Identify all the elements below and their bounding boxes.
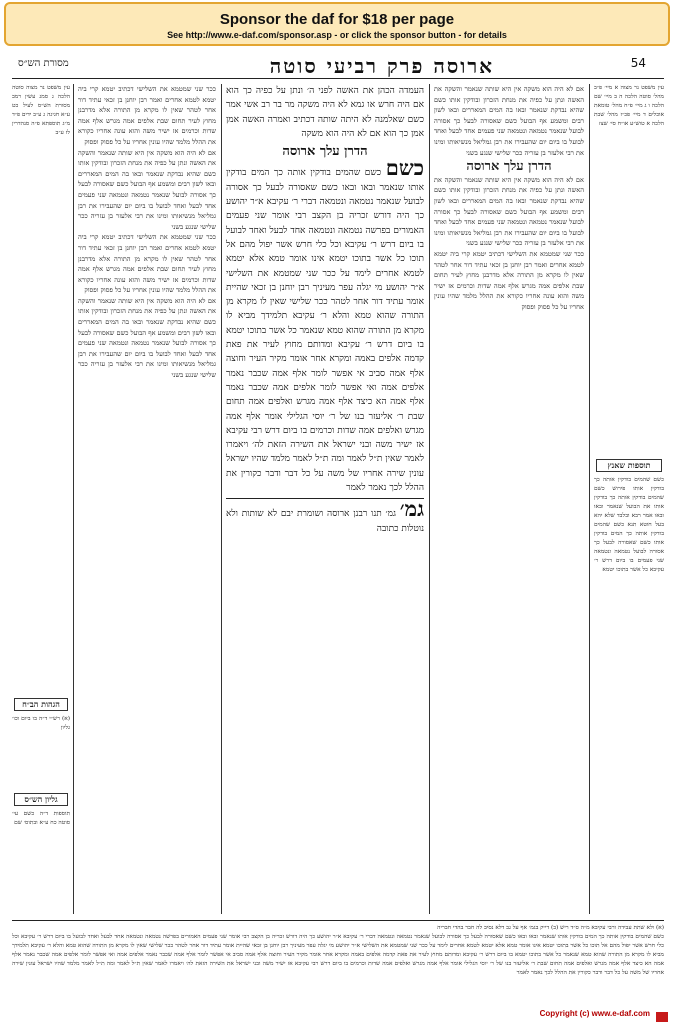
column-divider: [221, 84, 222, 914]
commentary-right-heading: הדרן עלך ארוסה: [466, 159, 552, 175]
gilyon-text: תוספות ד״ה כשם עי׳ סוטה כח ע״א ובתוס׳ שם: [12, 811, 70, 826]
gilyon-heading: גליון הש״ס: [14, 793, 68, 806]
masoret-label: מסורת הש״ס: [18, 58, 69, 69]
gemara-marker: גמ׳: [399, 496, 424, 522]
main-opening-word: כשם: [385, 155, 424, 181]
sponsor-banner[interactable]: [4, 2, 670, 46]
commentary-left-continued-2: ככר שני שמטמא את השלישי דכתיב יטמא קרי ביה יטמא לטמא אחרים ואמר רבן יוחנן בן זכאי עתיד דור אחר לטהר שאין לו מקרא מן התורה אלא מדרבנן מחוץ לעיר תחום שבת אלפים אמה מגרש אלף אמה שדות וכרמים אז ישיר משה והוא עונה אחריו כקורא את ההלל מלמד שהיו עונין אחריו על כל פסוק ופסוק: [78, 233, 216, 295]
footnote-rule: [12, 920, 664, 921]
commentary-left-continued-3: אם לא היה הוא משקה אין היא שותה שנאמר והשקה את האשה ונתן על כפיה את מנחת הזכרון ובודקין אותו כשם שהיא נבדקת שנאמר ובאו בה המים המאררים ובאו לשון רבים ומשמע אף הבועל כשם שאסורה לבעל כך אסורה לבועל שנאמר נטמאה ונטמאה שני פעמים אחד לבעל ואחד לבועל בו ביום יום שהעבירו את רבן גמליאל מנשיאותו ומינו את רבי אלעזר בן עזריה ככר שלישי שנגע בשני: [78, 296, 216, 380]
tosafot-text: כשם שהמים בודקין אותה כך בודקין אותו פירוש כשם שהמים בודקין אותה כך בודקין אותו את הבועל שנאמר ובאו ובאו אמר רבא ובלבד שלא יהא בעל חוטא תנא כשם שהמים בודקין אותה כך המים בודקין אותו כשם שאסורה לבעל כך אסורה לבועל נטמאה ונטמאה שני פעמים בו ביום דרש ר׳ עקיבא כל אשר בתוכו יטמא: [594, 477, 664, 573]
footnotes: [12, 924, 664, 1004]
commentary-left-continued: אם לא היה הוא משקה אין היא שותה שנאמר והשקה את האשה ונתן על כפיה את מנחת הזכרון ובודקין אותו כשם שהיא נבדקת שנאמר ובאו בה המים המאררים ובאו לשון רבים ומשמע אף הבועל כשם שאסורה לבעל כך אסורה לבועל שנאמר נטמאה ונטמאה שני פעמים אחד לבעל ואחד לבועל בו ביום יום שהעבירו את רבן גמליאל מנשיאותו ומינו את רבי אלעזר בן עזריה ככר שלישי שנגע בשני: [78, 148, 216, 231]
sponsor-button-icon[interactable]: [656, 1012, 668, 1022]
page-number: 54: [630, 56, 646, 70]
footnotes-text-2: כשם שהמים בודקין אותה כך המים בודקין אותו שנאמר ובאו ובאו כשם שאסורה לבעל כך אסורה לבועל שנאמר נטמאה ונטמאה דברי ר׳ עקיבא א״ר יהושע כך היה דורש זכריה בן הקצב רבי אומר שני פעמים האמורים בפרשה נטמאה ונטמאה אחד לבעל ואחד לבועל בו ביום דרש ר׳ עקיבא וכל כלי חרש אשר יפול מהם אל תוכו כל אשר בתוכו יטמא אינו אומר טמא אלא יטמא לטמא אחרים לימד על ככר שני שמטמא את השלישי א״ר יהושע מי יגלה עפר מעיניך רבן יוחנן בן זכאי שהיית אומר עתיד דור אחר לטהר ככר שלישי שאין לו מקרא מן התורה שהוא טמא והלא ר׳ עקיבא תלמידך מביא לו מקרא מן התורה שהוא טמא שנאמר כל אשר בתוכו יטמא בו ביום דרש ר׳ עקיבא ומדותם מחוץ לעיר את פאת קדמה אלפים באמה ומקרא אחר אומר מקיר העיר וחוצה אלף אמה סביב אי אפשר לומר אלף אמה שכבר נאמר אלפים אמה ואי אפשר לומר אלפים אמה שכבר נאמר אלף אמה הא כיצד אלף אמה מגרש ואלפים אמה תחום שבת ר׳ אליעזר בנו של ר׳ יוסי הגלילי אומר אלף אמה מגרש ואלפים אמה שדות וכרמים בו ביום דרש רבי עקיבא אז ישיר משה ובני ישראל את השירה הזאת לה׳ ויאמרו לאמר שאין ת״ל לאמר ומה ת״ל לאמר מלמד שהיו ישראל עונין שירה אחריו של משה על כל דבר ודבר כקורין את ההלל לכך נאמר לאמר: [12, 934, 664, 976]
commentary-left-column: [78, 84, 216, 914]
hagahot-text: (א) רש״י ד״ה בו ביום וכו׳ גליון: [12, 716, 70, 731]
header-rule: [12, 78, 664, 79]
main-chapter-end-heading: הדרן עלך ארוסה: [282, 144, 368, 160]
footnotes-text: (א) ולא שתת עבידה ורבי עקיבא מ״ה ס״ד ריש (ב) דייק בגמ׳ אף על גב דלא נסיב לה חבר בהדי חבריה: [437, 925, 664, 931]
page-header: [12, 54, 664, 76]
main-rule: [226, 498, 424, 499]
hagahot-heading: הגהות הב״ח: [14, 698, 68, 711]
tosafot-heading: תוספות שאנץ: [596, 459, 662, 472]
column-divider: [429, 84, 430, 914]
main-text-top: העמדה הכהן את האשה לפני ה׳ ונתן על כפיה כך הוא אם היה חרש או גמא לא היה משקה מר בר רב אשי אמר כשם שאלמנה לא היתה שותה דכתיב ואמרה האשה אמן אמן כך הוא אם לא היה הוא משקה: [226, 86, 424, 139]
sponsor-banner-title: Sponsor the daf for $18 per page: [219, 11, 455, 28]
commentary-right-text: אם לא היה הוא משקה אין היא שותה שנאמר והשקה את האשה ונתן על כפיה את מנחת הזכרון ובודקין אותו כשם שהיא נבדקת שנאמר ובאו בה המים המאררים ובאו לשון רבים ומשמע אף הבועל כשם שאסורה לבעל כך אסורה לבועל שנאמר נטמאה ונטמאה שני פעמים אחד לבעל ואחד לבועל בו ביום יום שהעבירו את רבן גמליאל מנשיאותו ומינו את רבי אלעזר בן עזריה ככר שלישי שנגע בשני: [434, 85, 584, 157]
talmud-page: [12, 50, 664, 1008]
masoret-column: [12, 84, 70, 914]
sponsor-banner-subtitle: See http://www.e-daf.com/sponsor.asp - or click the sponsor button - for details: [167, 30, 507, 40]
commentary-right-column: [434, 84, 584, 914]
commentary-right-continued: אם לא היה הוא משקה אין היא שותה שנאמר והשקה את האשה ונתן על כפיה את מנחת הזכרון ובודקין אותו כשם שהיא נבדקת שנאמר ובאו בה המים המאררים ובאו לשון רבים ומשמע אף הבועל כשם שאסורה לבעל כך אסורה לבועל שנאמר נטמאה ונטמאה שני פעמים אחד לבעל ואחד לבועל בו ביום יום שהעבירו את רבן גמליאל מנשיאותו ומינו את רבי אלעזר בן עזריה ככר שלישי שנגע בשני: [434, 175, 584, 248]
ein-mishpat-text: עין משפט נר מצוה א מיי׳ פ״ב מהל׳ סוטה הלכה ה ב מיי׳ שם הלכה ו ג מיי׳ פ״ח מהל׳ טומאת אוכלים ד מיי׳ פכ״ז מהל׳ שבת הלכה א טוש״ע או״ח סי׳ שצז: [594, 85, 664, 127]
masoret-text: עין משפט נר מצוה סוטה הלכה ג סמג עשין רמב מסורת הש״ס לעיל כט ע״א חגיגה ג ע״ב ידים פ״ד מ״ג תוספתא פ״ה סנהדרין לז ע״ב: [12, 85, 70, 136]
commentary-left-text: ככר שני שמטמא את השלישי דכתיב יטמא קרי ביה יטמא לטמא אחרים ואמר רבן יוחנן בן זכאי עתיד דור אחר לטהר שאין לו מקרא מן התורה אלא מדרבנן מחוץ לעיר תחום שבת אלפים אמה מגרש אלף אמה שדות וכרמים אז ישיר משה והוא עונה אחריו כקורא את ההלל מלמד שהיו עונין אחריו על כל פסוק ופסוק: [78, 85, 216, 146]
main-text-bottom: גמ׳ תנו רבנן ארוסה ושומרת יבם לא שותות ולא נוטלות כתובה: [226, 509, 424, 534]
ein-mishpat-column: [594, 84, 664, 904]
main-text-body: כשם שהמים בודקין אותה כך המים בודקין אותו שנאמר ובאו ובאו כשם שאסורה לבעל כך אסורה לבועל שנאמר נטמאה ונטמאה דברי ר׳ עקיבא א״ר יהושע כך היה דורש זכריה בן הקצב רבי אומר שני פעמים האמורים בפרשה נטמאה ונטמאה אחד לבעל ואחד לבועל בו ביום דרש ר׳ עקיבא וכל כלי חרש אשר יפול מהם אל תוכו כל אשר בתוכו יטמא אינו אומר טמא אלא יטמא לטמא אחרים לימד על ככר שני שמטמא את השלישי א״ר יהושע מי יגלה עפר מעיניך רבן יוחנן בן זכאי שהיית אומר עתיד דור אחר לטהר ככר שלישי שאין לו מקרא מן התורה שהוא טמא והלא ר׳ עקיבא תלמידך מביא לו מקרא מן התורה שהוא טמא שנאמר כל אשר בתוכו יטמא בו ביום דרש ר׳ עקיבא ומדותם מחוץ לעיר את פאת קדמה אלפים באמה ומקרא אחר אומר מקיר העיר וחוצה אלף אמה סביב אי אפשר לומר אלף אמה שכבר נאמר אלפים אמה ואי אפשר לומר אלפים אמה שכבר נאמר אלף אמה הא כיצד אלף אמה מגרש ואלפים אמה תחום שבת ר׳ אליעזר בנו של ר׳ יוסי הגלילי אומר אלף אמה מגרש ואלפים אמה שדות וכרמים בו ביום דרש רבי עקיבא אז ישיר משה ובני ישראל את השירה הזאת לה׳ ויאמרו לאמר שאין ת״ל לאמר ומה ת״ל לאמר מלמד שהיו ישראל עונין שירה אחריו של משה על כל דבר ודבר כקורין את ההלל לכך נאמר לאמר: [226, 168, 424, 494]
copyright-link[interactable]: Copyright (c) www.e-daf.com: [539, 1009, 650, 1018]
main-text-column: [226, 84, 424, 914]
commentary-right-continued-2: ככר שני שמטמא את השלישי דכתיב יטמא קרי ביה יטמא לטמא אחרים ואמר רבן יוחנן בן זכאי עתיד דור אחר לטהר שאין לו מקרא מן התורה אלא מדרבנן מחוץ לעיר תחום שבת אלפים אמה מגרש אלף אמה שדות וכרמים אז ישיר משה והוא עונה אחריו כקורא את ההלל מלמד שהיו עונין אחריו על כל פסוק ופסוק: [434, 249, 584, 311]
column-divider: [73, 84, 74, 914]
column-divider: [589, 84, 590, 914]
page-title: ארוסה פרק רביעי סוטה: [269, 54, 494, 78]
